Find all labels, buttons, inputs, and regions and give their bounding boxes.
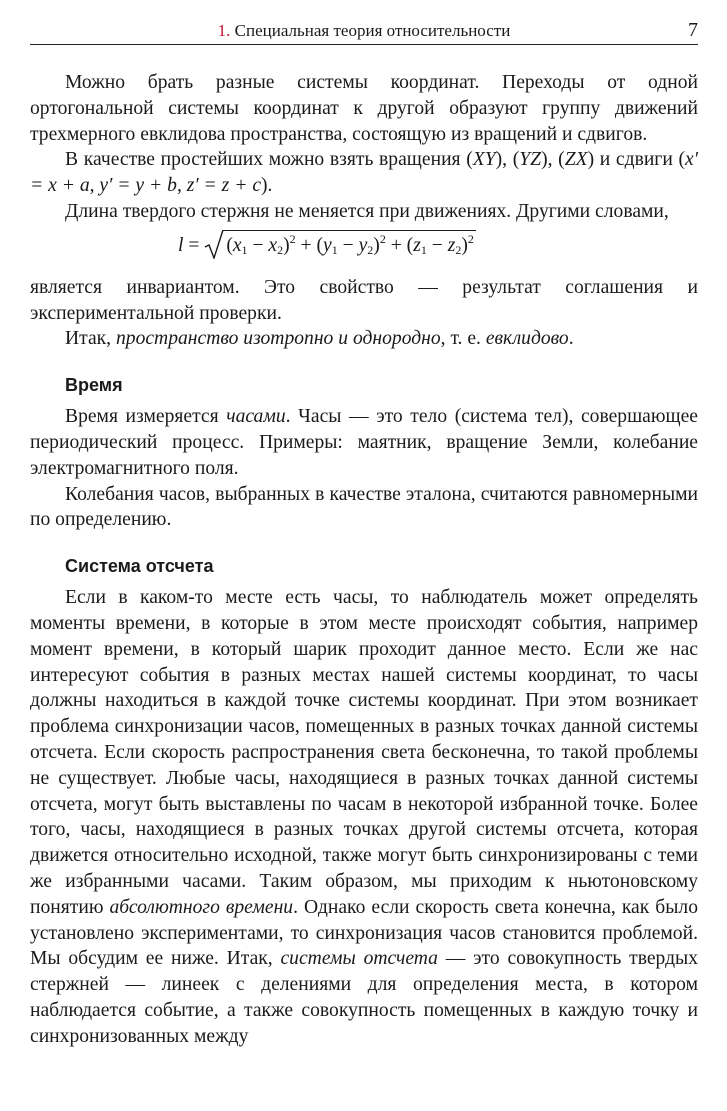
radicand: $(x_1 - x_2)^2 + (y_1 - y_2)^2 + (z_1 - z_2)^2$ bbox=[223, 230, 476, 259]
paragraph-clocks: Время измеряется часами. Часы — это тело (система тел), совершающее периодический процесс. Примеры: маятник, вращение Земли, колебание электромагнитного поля. bbox=[30, 406, 698, 479]
running-head bbox=[30, 18, 698, 45]
section-heading-time: Время bbox=[65, 375, 123, 396]
page-body bbox=[30, 70, 698, 1050]
paragraph-coordinate-systems: Можно брать разные системы координат. Переходы от одной ортогональной системы координат к другой образуют группу движений трехмерного евклидова пространства, состоящую из вращений и сдвигов. bbox=[30, 72, 698, 145]
square-root-sign bbox=[204, 229, 476, 259]
section-heading-reference-frame: Система отсчета bbox=[65, 556, 214, 577]
paragraph-rotations: В качестве простейших можно взять вращения (XY), (YZ), (ZX) и сдвиги (x′ = x + a, y′ = y + b, z′ = z + c). bbox=[30, 149, 698, 197]
paragraph-reference-frame: Если в каком-то месте есть часы, то наблюдатель может определять моменты времени, в которые в этом месте происходят события, например момент времени, в который шарик проходит данное место. Если же нас интересуют события в разных местах нашей системы координат, то часы должны находиться в каждой точке системы координат. При этом возникает проблема синхронизации часов, помещенных в разных точках данной системы отсчета. Если скорость распространения света бесконечна, то такой проблемы не существует. Любые часы, находящиеся в разных точках данной системы отсчета, могут быть выставлены по часам в некоторой избранной точке. Более того, часы, находящиеся в разных точках другой системы отсчета, которая движется относительно исходной, также могут быть синхронизированы с теми же избранными часами. Таким образом, мы приходим к ньютоновскому понятию абсолютного времени. Однако если скорость света конечна, как было установлено экспериментами, то синхронизация часов становится проблемой. Мы обсудим ее ниже. Итак, системы отсчета — это совокупность твердых стержней — линеек с делениями для определения места, в котором наблюдается событие, а также совокупность помещенных в каждую точку и синхронизованных между bbox=[30, 587, 699, 1047]
length-formula-block bbox=[30, 225, 698, 275]
paragraph-clock-standard: Колебания часов, выбранных в качестве эталона, считаются равномерными по определению. bbox=[30, 483, 698, 531]
page-number: 7 bbox=[688, 19, 698, 41]
length-formula: l = $(x_1 - x_2)^2 + (y_1 - y_2)^2 + (z_1 - z_2)^2$ bbox=[178, 229, 476, 259]
paragraph-rod-length: Длина твердого стержня не меняется при движениях. Другими словами, bbox=[65, 200, 669, 222]
chapter-title: Специальная теория относительности bbox=[234, 21, 511, 40]
paragraph-invariant: является инвариантом. Это свойство — результат соглашения и экспериментальной проверки. bbox=[30, 276, 698, 324]
chapter-number: 1. bbox=[217, 21, 231, 40]
shift-formula: x′ = x + a, y′ = y + b, z′ = z + c bbox=[30, 149, 698, 197]
paragraph-conclusion: Итак, пространство изотропно и однородно, т. е. евклидово. bbox=[65, 328, 574, 350]
running-head-title bbox=[30, 21, 698, 41]
